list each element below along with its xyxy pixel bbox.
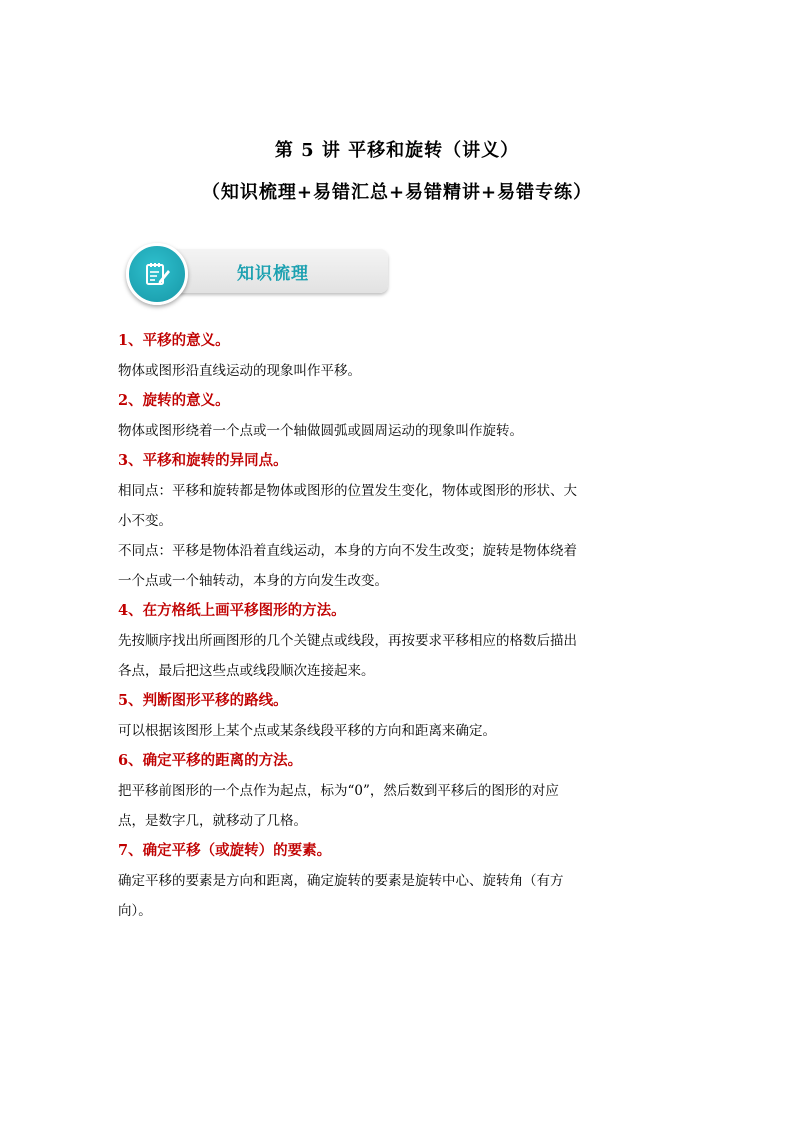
section-text-line: 先按顺序找出所画图形的几个关键点或线段，再按要求平移相应的格数后描出 xyxy=(118,633,577,649)
section-heading: 6、确定平移的距离的方法。 xyxy=(118,752,303,769)
section-heading: 3、平移和旋转的异同点。 xyxy=(118,452,288,469)
section-heading: 2、旋转的意义。 xyxy=(118,392,230,409)
section-text-line: 相同点：平移和旋转都是物体或图形的位置发生变化，物体或图形的形状、大 xyxy=(118,483,577,499)
section-heading: 1、平移的意义。 xyxy=(118,332,230,349)
section-heading: 5、判断图形平移的路线。 xyxy=(118,692,288,709)
notepad-pencil-icon xyxy=(126,243,188,305)
section-text-line: 点，是数字几，就移动了几格。 xyxy=(118,813,307,829)
section-text-line: 各点，最后把这些点或线段顺次连接起来。 xyxy=(118,663,375,679)
section-text-line: 物体或图形绕着一个点或一个轴做圆弧或圆周运动的现象叫作旋转。 xyxy=(118,423,523,439)
section-text-line: 物体或图形沿直线运动的现象叫作平移。 xyxy=(118,363,361,379)
page-subtitle: （知识梳理+易错汇总+易错精讲+易错专练） xyxy=(201,182,593,203)
section-text-line: 确定平移的要素是方向和距离，确定旋转的要素是旋转中心、旋转角（有方 xyxy=(118,873,564,889)
section-text-line: 小不变。 xyxy=(118,513,172,529)
section-heading: 4、在方格纸上画平移图形的方法。 xyxy=(118,602,346,619)
section-heading: 7、确定平移（或旋转）的要素。 xyxy=(118,842,332,859)
section-text-line: 一个点或一个轴转动，本身的方向发生改变。 xyxy=(118,573,388,589)
section-text-line: 向）。 xyxy=(118,903,152,919)
section-banner xyxy=(122,247,390,303)
section-text-line: 可以根据该图形上某个点或某条线段平移的方向和距离来确定。 xyxy=(118,723,496,739)
content-body xyxy=(118,326,678,926)
page-title: 第 5 讲 平移和旋转（讲义） xyxy=(274,140,520,161)
section-text-line: 不同点：平移是物体沿着直线运动，本身的方向不发生改变；旋转是物体绕着 xyxy=(118,543,577,559)
section-text-line: 把平移前图形的一个点作为起点，标为“0”，然后数到平移后的图形的对应 xyxy=(118,783,559,799)
banner-label: 知识梳理 xyxy=(237,264,309,284)
